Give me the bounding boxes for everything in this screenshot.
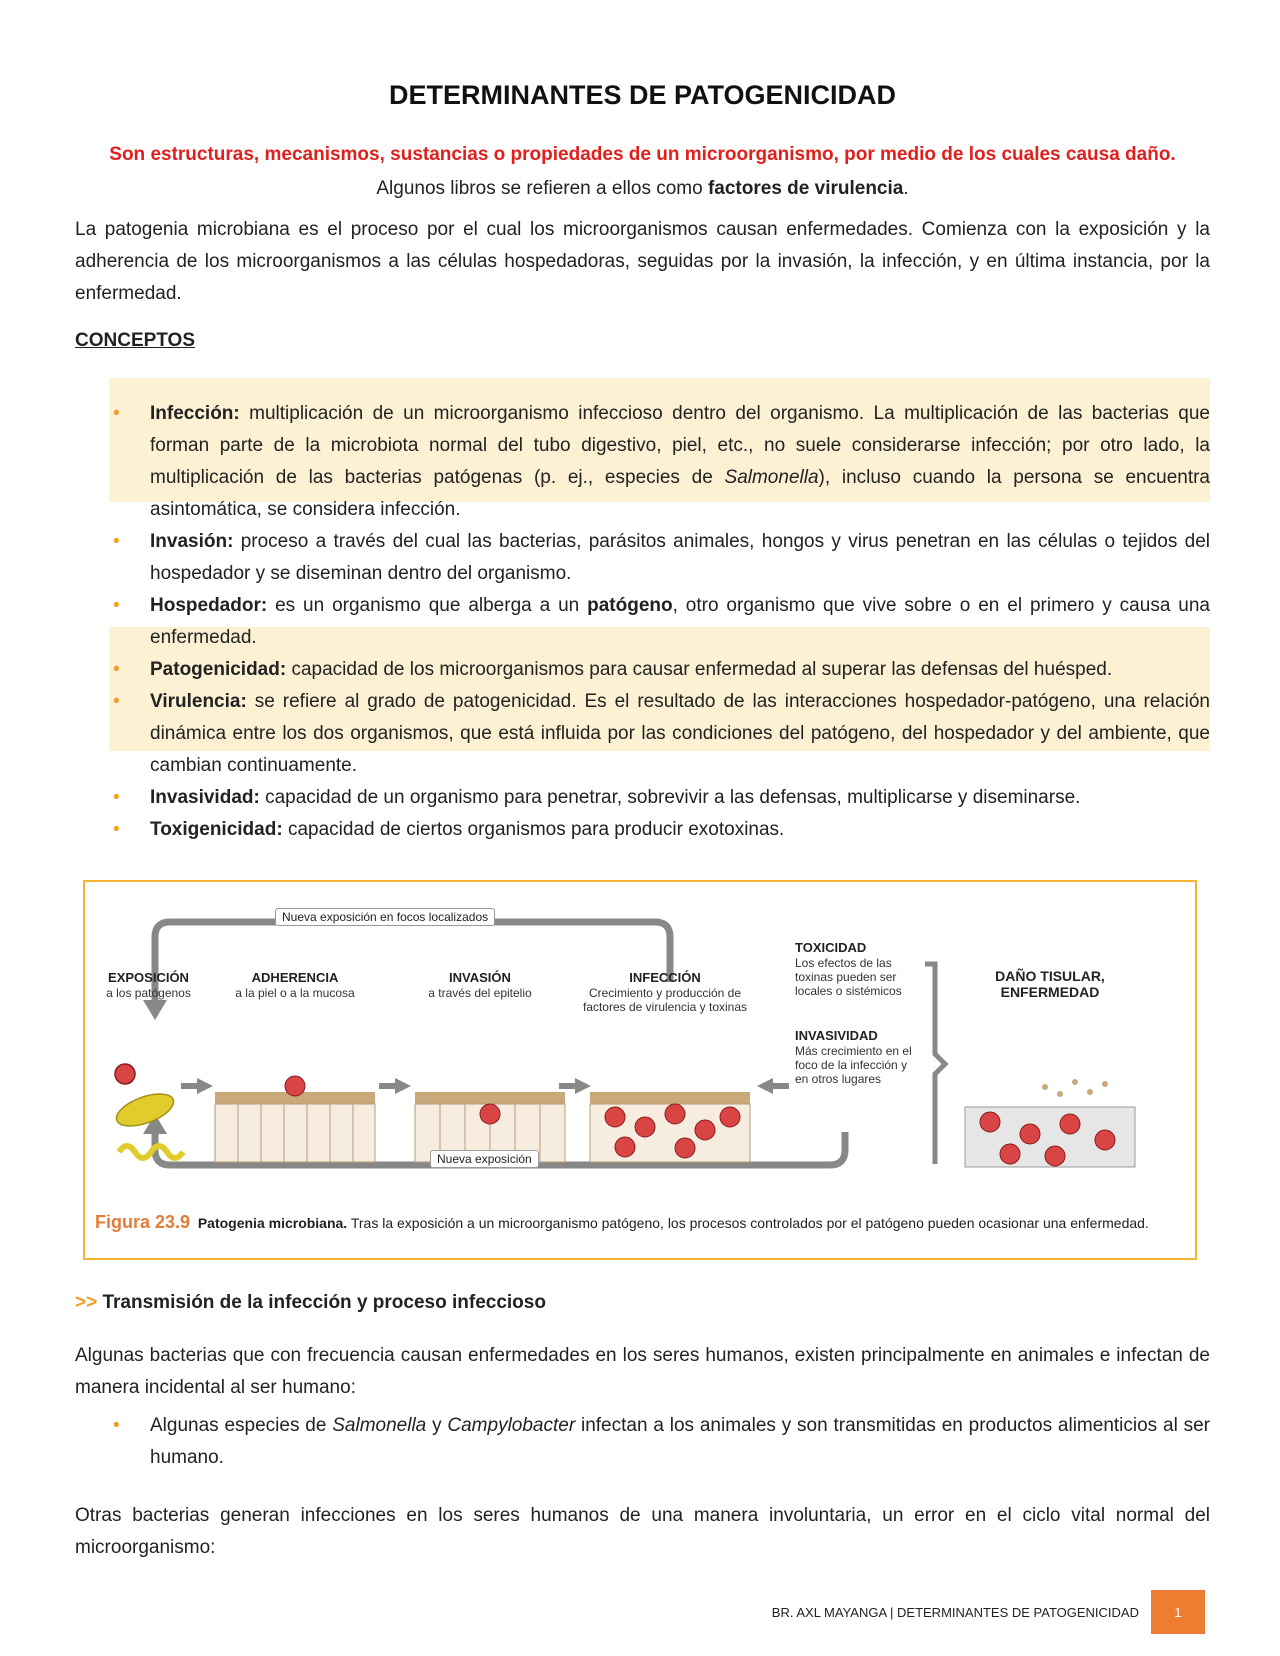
concepts-heading: CONCEPTOS (75, 330, 196, 351)
step-exposure-sub: a los patógenos (106, 986, 191, 1000)
figure-illustration (85, 882, 1195, 1212)
page-footer (772, 1590, 1205, 1634)
arrowhead-icon (143, 1000, 167, 1020)
list-item: • Toxigenicidad: capacidad de ciertos organismos para producir exotoxinas. (75, 814, 1210, 846)
paragraph: Algunas bacterias que con frecuencia causan enfermedades en los seres humanos, existen principalmente en animales e infectan de manera incidental al ser humano: (75, 1345, 1210, 1398)
footer-text: BR. AXL MAYANGA | DETERMINANTES DE PATOGENICIDAD (771, 1604, 1139, 1620)
epithelium-icon (590, 1092, 750, 1162)
step-adherence-sub: a la piel o a la mucosa (235, 986, 355, 1000)
page-title: DETERMINANTES DE PATOGENICIDAD (388, 80, 897, 110)
step-invasion-sub: a través del epitelio (428, 986, 532, 1000)
bacillus-icon (112, 1088, 177, 1133)
bottom-loop-label: Nueva exposición (430, 1150, 539, 1168)
subtitle-line: Algunos libros se refieren a ellos como factores de virulencia. (376, 178, 909, 199)
damaged-tissue-icon (965, 1079, 1135, 1167)
bullet-icon: • (113, 659, 120, 680)
bullet-icon: • (113, 403, 120, 424)
list-item: • Invasión: proceso a través del cual las bacterias, parásitos animales, hongos y virus penetran en las células o tejidos del hospedador y se diseminan dentro del organismo. (75, 526, 1210, 590)
bullet-icon: • (113, 595, 120, 616)
step-arrow-icon (757, 1078, 773, 1094)
paragraph: Otras bacterias generan infecciones en los seres humanos de una manera involuntaria, un error en el ciclo vital normal del microorganismo: (75, 1505, 1210, 1558)
intro-paragraph: La patogenia microbiana es el proceso por el cual los microorganismos causan enfermedades. Comienza con la exposición y la adherencia de los microorganismos a las células hospedadoras, seguidas por la invasión, la infección, y en última instancia, por la enfermedad. (75, 219, 1210, 304)
step-arrow-icon (395, 1078, 411, 1094)
bullet-icon: • (113, 1415, 120, 1436)
spirochete-icon (119, 1146, 183, 1158)
toxicity-title: TOXICIDAD (795, 940, 867, 955)
invasiveness-title: INVASIVIDAD (795, 1028, 878, 1043)
bullet-icon: • (113, 787, 120, 808)
pathogenesis-figure (83, 880, 1197, 1260)
step-infection-sub: Crecimiento y producción de factores de virulencia y toxinas (582, 986, 748, 1014)
list-item: • Infección: multiplicación de un microorganismo infeccioso dentro del organismo. La multiplicación de las bacterias que forman parte de la microbiota normal del tubo digestivo, piel, etc., no suele considerarse infección; por otro lado, la multiplicación de las bacterias patógenas (p. ej., especies de Salmonella), incluso cuando la persona se encuentra asintomática, se considera infección. (75, 398, 1210, 526)
step-arrow-icon (197, 1078, 213, 1094)
bullet-icon: • (113, 531, 120, 552)
epithelium-icon (215, 1076, 375, 1162)
list-item: • Hospedador: es un organismo que alberga a un patógeno, otro organismo que vive sobre o en el primero y causa una enfermedad. (75, 590, 1210, 654)
outcome-title: DAÑO TISULAR, ENFERMEDAD (995, 968, 1105, 1000)
step-infection-title: INFECCIÓN (629, 970, 701, 985)
step-adherence-title: ADHERENCIA (251, 970, 339, 985)
figure-caption: Figura 23.9 Patogenia microbiana. Tras la exposición a un microorganismo patógeno, los procesos controlados por el patógeno pueden ocasionar una enfermedad. (95, 1212, 1149, 1232)
bullet-icon: • (113, 819, 120, 840)
step-exposure-title: EXPOSICIÓN (108, 970, 189, 985)
step-invasion-title: INVASIÓN (449, 970, 511, 985)
list-item: • Virulencia: se refiere al grado de patogenicidad. Es el resultado de las interacciones hospedador-patógeno, una relación dinámica entre los dos organismos, que está influida por las condiciones del patógeno, del hospedador y del ambiente, que cambian continuamente. (75, 686, 1210, 782)
definition-text: Son estructuras, mecanismos, sustancias o propiedades de un microorganismo, por medio de los cuales causa daño. (109, 144, 1176, 165)
toxicity-text: Los efectos de las toxinas pueden ser locales o sistémicos (795, 956, 902, 998)
list-item: • Invasividad: capacidad de un organismo para penetrar, sobrevivir a las defensas, multiplicarse y diseminarse. (75, 782, 1210, 814)
pathogen-icon (115, 1064, 135, 1084)
top-loop-label: Nueva exposición en focos localizados (275, 908, 495, 926)
page-number: 1 (1151, 1590, 1205, 1634)
bullet-icon: • (113, 691, 120, 712)
step-arrow-icon (575, 1078, 591, 1094)
concepts-list (75, 398, 1210, 846)
invasiveness-text: Más crecimiento en el foco de la infección y en otros lugares (795, 1044, 912, 1086)
brace-icon (925, 964, 945, 1164)
section-heading: >> Transmisión de la infección y proceso infeccioso (75, 1292, 546, 1313)
list-item: • Patogenicidad: capacidad de los microorganismos para causar enfermedad al superar las defensas del huésped. (75, 654, 1210, 686)
list-item: • Algunas especies de Salmonella y Campylobacter infectan a los animales y son transmitidas en productos alimenticios al ser humano. (75, 1410, 1210, 1474)
